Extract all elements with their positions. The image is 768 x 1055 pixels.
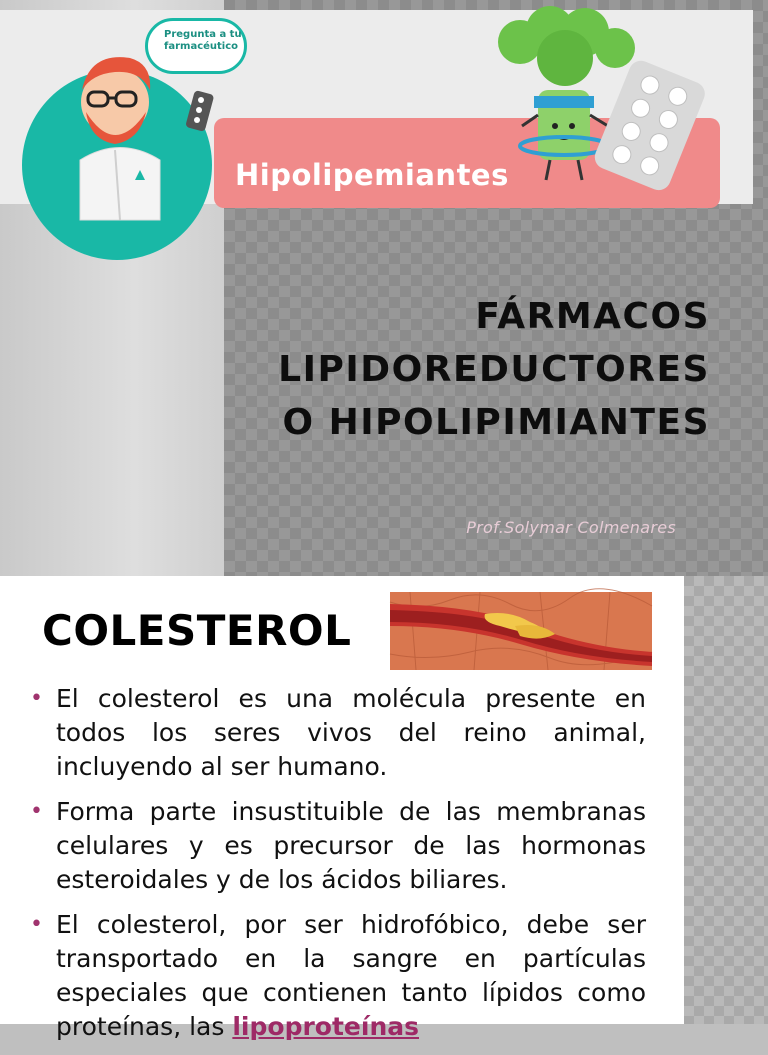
bullet-icon: •	[30, 912, 43, 937]
bullet-icon: •	[30, 799, 43, 824]
list-item	[30, 908, 646, 1044]
presentation-title	[278, 290, 710, 449]
artery-plaque-illustration	[390, 592, 652, 670]
bullet-list	[30, 682, 646, 1055]
author-name: Prof.Solymar Colmenares	[466, 518, 676, 537]
bullet-text: Forma parte insustituible de las membranas celulares y es precursor de las hormonas esteroidales y de los ácidos biliares.	[56, 797, 646, 894]
list-item	[30, 682, 646, 784]
highlighted-term: lipoproteínas	[232, 1012, 419, 1041]
title-line: FÁRMACOS	[475, 296, 710, 337]
slide-title: COLESTEROL	[42, 606, 352, 655]
pill-blister-illustration	[600, 58, 710, 188]
banner-image	[0, 10, 753, 204]
title-line: O HIPOLIPIMIANTES	[282, 402, 710, 443]
bullet-text: El colesterol es una molécula presente en todos los seres vivos del reino animal, incluyendo al ser humano.	[56, 684, 646, 781]
speech-bubble: Pregunta a tu farmacéutico	[145, 18, 247, 74]
bullet-icon: •	[30, 686, 43, 711]
bullet-text: El colesterol, por ser hidrofóbico, debe ser transportado en la sangre en partículas especiales que contienen tanto lípidos como proteínas, las	[56, 910, 646, 1041]
title-line: LIPIDOREDUCTORES	[278, 349, 710, 390]
slide-patterned-strip	[684, 576, 768, 1024]
banner-title: Hipolipemiantes	[235, 158, 509, 192]
list-item	[30, 795, 646, 897]
content-slide	[0, 576, 768, 1041]
